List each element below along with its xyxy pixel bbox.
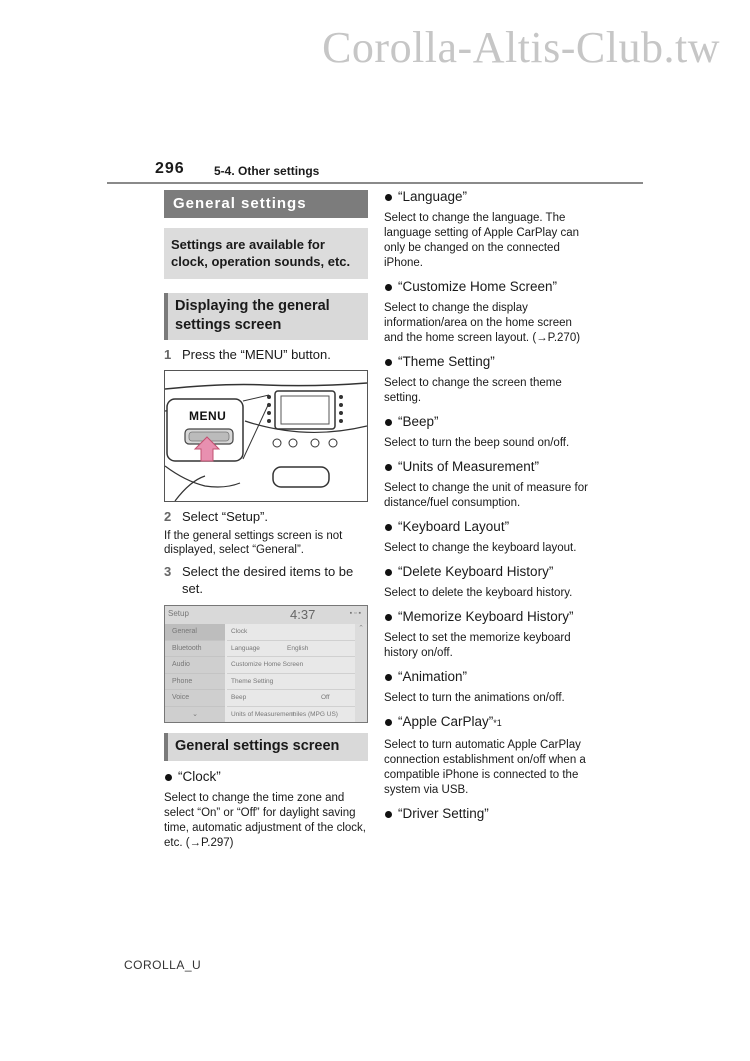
setting-row-theme[interactable]: [227, 674, 355, 691]
step-number: 3: [164, 564, 172, 579]
general-settings-bar: General settings: [164, 190, 368, 218]
menu-label: MENU: [189, 409, 227, 423]
screen-scrollbar[interactable]: ⌃: [355, 624, 367, 722]
screen-settings-list: [227, 624, 355, 722]
item-desc: Select to change the unit of measure for distance/fuel consumption.: [384, 482, 588, 509]
step-2: [164, 508, 368, 525]
list-item: [384, 353, 589, 370]
item-desc: Select to turn automatic Apple CarPlay connection establishment on/off when a compatible iPhone is connected to the system via USB.: [384, 739, 586, 796]
screen-header: [165, 606, 367, 624]
sidebar-item-phone[interactable]: Phone: [165, 674, 225, 691]
list-item: [384, 458, 589, 475]
dashboard-illustration: [164, 370, 368, 502]
sidebar-item-general[interactable]: General: [165, 624, 225, 641]
setting-row-units[interactable]: [227, 707, 355, 724]
bullet-icon: [385, 569, 392, 576]
item-title: “Animation”: [398, 669, 468, 684]
step-1: [164, 346, 368, 363]
bullet-icon: [385, 614, 392, 621]
item-title: “Theme Setting”: [398, 354, 495, 369]
setting-label: Language: [231, 644, 260, 652]
note-box: Settings are available for clock, operation sounds, etc.: [164, 228, 368, 279]
setup-screen-image: [164, 605, 368, 723]
item-title: “Language”: [398, 189, 468, 204]
bullet-icon: [385, 811, 392, 818]
footnote-marker: *1: [493, 718, 502, 728]
step-text: Select “Setup”.: [182, 509, 268, 524]
list-item-clock: [164, 768, 368, 785]
bullet-icon: [385, 524, 392, 531]
item-title: “Driver Setting”: [398, 806, 489, 821]
step-text: Press the “MENU” button.: [182, 347, 331, 362]
item-title: “Customize Home Screen”: [398, 279, 558, 294]
list-item: [384, 413, 589, 430]
right-column: [384, 188, 589, 822]
section-title: 5-4. Other settings: [214, 164, 320, 178]
step-text: Select the desired items to be set.: [182, 564, 354, 596]
item-desc: Select to turn the beep sound on/off.: [384, 437, 570, 449]
bullet-icon: [385, 419, 392, 426]
item-title: “Delete Keyboard History”: [398, 564, 554, 579]
bullet-icon: [385, 464, 392, 471]
setting-value: English: [287, 644, 309, 652]
item-title: “Memorize Keyboard History”: [398, 609, 574, 624]
item-desc: Select to change the screen theme setting.: [384, 377, 562, 404]
sidebar-item-audio[interactable]: Audio: [165, 657, 225, 674]
item-title: “Beep”: [398, 414, 439, 429]
bullet-icon: [385, 359, 392, 366]
sidebar-item-voice[interactable]: Voice: [165, 690, 225, 707]
setting-label: Units of Measurement: [231, 710, 295, 718]
bullet-icon: [385, 284, 392, 291]
item-title: “Keyboard Layout”: [398, 519, 510, 534]
setting-label: Theme Setting: [231, 677, 274, 685]
list-item: [384, 805, 589, 822]
list-item: [384, 518, 589, 535]
step-2-note: If the general settings screen is not displayed, select “General”.: [164, 530, 343, 556]
item-desc: Select to change the time zone and select “On” or “Off” for daylight saving time, automatic adjustment of the clock, etc. (→P.297): [164, 792, 366, 849]
screen-time: 4:37: [290, 607, 316, 622]
screen-sidebar: [165, 624, 225, 722]
left-column: [164, 190, 368, 851]
item-title: “Clock”: [178, 769, 221, 784]
list-item: [384, 608, 589, 625]
setting-label: Clock: [231, 628, 248, 635]
setting-row-language[interactable]: [227, 641, 355, 658]
setting-label: Customize Home Screen: [231, 661, 304, 668]
step-number: 1: [164, 347, 172, 362]
dashboard-drawing: [165, 371, 367, 501]
item-desc: Select to set the memorize keyboard history on/off.: [384, 632, 571, 659]
item-title: “Units of Measurement”: [398, 459, 540, 474]
setting-value: miles (MPG US): [291, 710, 338, 718]
subhead-displaying: Displaying the general settings screen: [164, 293, 368, 340]
sidebar-more-chevron-icon[interactable]: ⌄: [165, 707, 225, 724]
item-title: “Apple CarPlay”: [398, 714, 494, 729]
item-desc: Select to turn the animations on/off.: [384, 692, 565, 704]
setting-row-clock[interactable]: [227, 624, 355, 641]
screen-title: Setup: [168, 609, 189, 618]
sidebar-item-bluetooth[interactable]: Bluetooth: [165, 641, 225, 658]
list-item: [384, 563, 589, 580]
bullet-icon: [385, 719, 392, 726]
setting-value: Off: [321, 694, 330, 701]
item-desc: Select to change the keyboard layout.: [384, 542, 577, 554]
bullet-icon: [385, 194, 392, 201]
page-number: 296: [155, 160, 185, 177]
step-3: [164, 563, 368, 597]
item-desc: Select to delete the keyboard history.: [384, 587, 573, 599]
list-item: [384, 668, 589, 685]
status-icons: ▪ ▫ ▪: [349, 610, 361, 617]
watermark: Corolla-Altis-Club.tw: [322, 23, 720, 72]
header-rule: [107, 182, 643, 184]
subhead-general-screen: General settings screen: [164, 733, 368, 761]
footer-model-code: COROLLA_U: [124, 958, 202, 972]
item-desc: Select to change the display information/area on the home screen and the home screen layout. (→P.270): [384, 302, 581, 344]
step-number: 2: [164, 509, 172, 524]
setting-row-beep[interactable]: [227, 690, 355, 707]
setting-row-customize[interactable]: [227, 657, 355, 674]
bullet-icon: [385, 674, 392, 681]
list-item: [384, 188, 589, 205]
item-desc: Select to change the language. The language setting of Apple CarPlay can only be changed on the connected iPhone.: [384, 212, 579, 269]
list-item: [384, 278, 589, 295]
bullet-icon: [165, 774, 172, 781]
list-item: [384, 713, 589, 732]
setting-label: Beep: [231, 694, 247, 701]
